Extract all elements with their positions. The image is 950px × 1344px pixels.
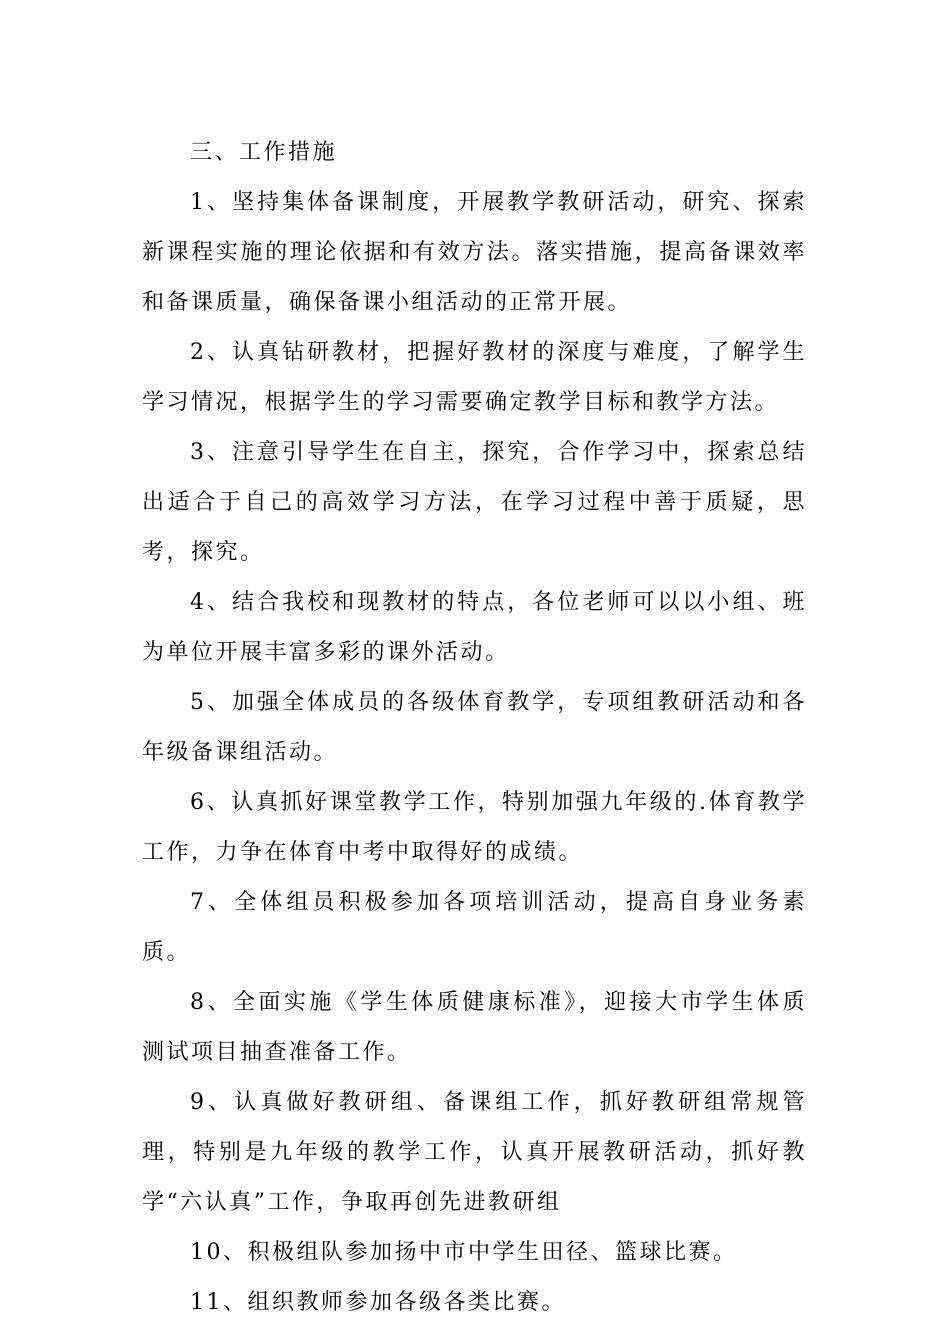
measure-item-5: 5、加强全体成员的各级体育教学，专项组教研活动和各年级备课组活动。 (142, 690, 807, 765)
section-heading: 三、工作措施 (190, 140, 338, 165)
measure-item-9: 9、认真做好教研组、备课组工作，抓好教研组常规管理，特别是九年级的教学工作，认真开展教研活动，抓好教学“六认真”工作，争取再创先进教研组 (142, 1090, 807, 1215)
measure-item-2: 2、认真钻研教材，把握好教材的深度与难度，了解学生学习情况，根据学生的学习需要确定教学目标和教学方法。 (142, 340, 807, 415)
measure-item-8: 8、全面实施《学生体质健康标准》，迎接大市学生体质测试项目抽查准备工作。 (142, 990, 807, 1065)
document-body (142, 128, 807, 1328)
measure-item-10: 10、积极组队参加扬中市中学生田径、篮球比赛。 (190, 1240, 738, 1265)
measure-item-4: 4、结合我校和现教材的特点，各位老师可以以小组、班为单位开展丰富多彩的课外活动。 (142, 590, 807, 665)
measure-item-1: 1、坚持集体备课制度，开展教学教研活动，研究、探索新课程实施的理论依据和有效方法。落实措施，提高备课效率和备课质量，确保备课小组活动的正常开展。 (142, 190, 807, 315)
measure-item-6: 6、认真抓好课堂教学工作，特别加强九年级的.体育教学工作，力争在体育中考中取得好的成绩。 (142, 790, 807, 865)
measure-item-11: 11、组织教师参加各级各类比赛。 (190, 1290, 566, 1315)
measure-item-7: 7、全体组员积极参加各项培训活动，提高自身业务素质。 (142, 890, 807, 965)
measure-item-3: 3、注意引导学生在自主，探究，合作学习中，探索总结出适合于自己的高效学习方法，在学习过程中善于质疑，思考，探究。 (142, 440, 807, 565)
